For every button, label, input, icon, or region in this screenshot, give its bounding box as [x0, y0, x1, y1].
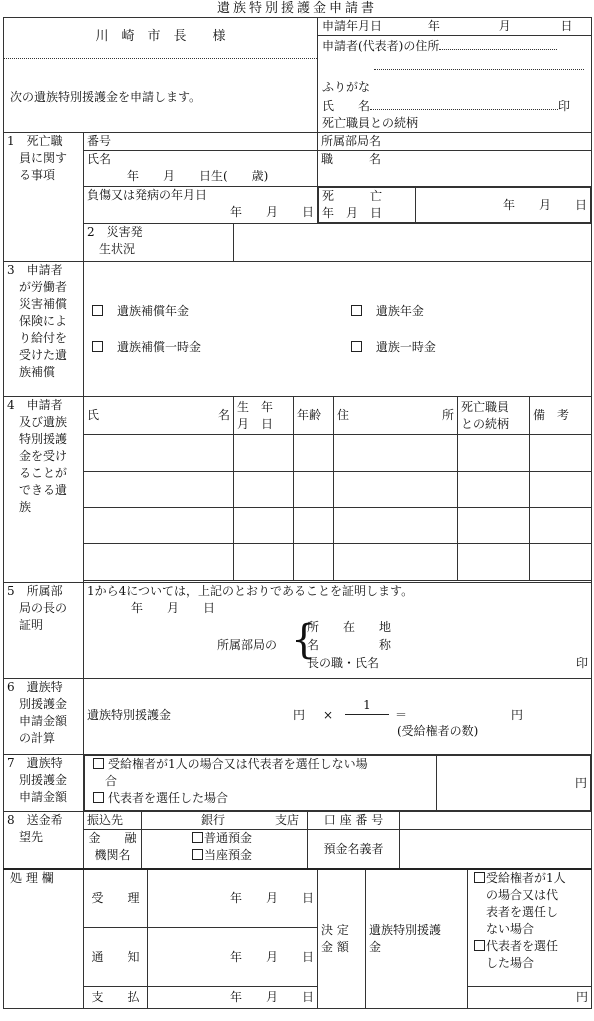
sec3-opt1[interactable] — [92, 303, 347, 320]
sec6-yen-2: 円 — [511, 707, 524, 722]
sec8-label: 8 送金希 望先 — [4, 812, 84, 870]
process-label: 処 理 欄 — [4, 869, 84, 1009]
process-case2: 代表者を選任 した場合 — [486, 939, 559, 970]
checkbox-icon — [351, 341, 362, 352]
sec2-label: 2 災害発 生状況 — [84, 224, 234, 262]
col-name-b: 名 — [217, 408, 230, 422]
sec1-injury-cell — [84, 187, 318, 224]
sec7-content — [84, 755, 592, 812]
sec7-label: 7 遺族特 別援護金 申請金額 — [4, 755, 84, 812]
relation-label: 死亡職員との続柄 — [322, 116, 419, 130]
sec1-death-cell — [318, 187, 592, 224]
process-notice-ymd: 年 月 日 — [148, 928, 318, 986]
sec7-yen: 円 — [437, 756, 591, 811]
request-text: 次の遺族特別援護金を申請します。 — [10, 90, 202, 104]
sec8-holder: 預金名義者 — [308, 830, 400, 869]
sec3-opt3-label: 遺族補償一時金 — [117, 339, 202, 354]
sec3-label: 3 申請者 が労働者 災害補償 保険によ り給付を 受けた遺 族補償 — [4, 262, 84, 397]
sec1-dept: 所属部局名 — [318, 133, 592, 151]
seal-mark: 印 — [558, 99, 571, 113]
sec8-bank-cell[interactable] — [142, 812, 308, 830]
process-payment-ymd: 年 月 日 — [148, 986, 318, 1008]
col-name-a: 氏 — [87, 408, 100, 422]
sec6-times: × — [323, 707, 334, 722]
sec8-bank: 銀行 — [201, 813, 226, 827]
sec5-ymd: 年 月 日 — [131, 601, 216, 615]
checkbox-icon — [92, 305, 103, 316]
sec5-statement: 1から4については，上記のとおりであることを証明します。 — [87, 584, 414, 598]
sec5-location: 所 在 地 — [307, 620, 392, 634]
sec3-opt2-label: 遺族年金 — [375, 303, 424, 318]
application-date-label: 申請年月日 — [322, 19, 383, 33]
sec7-opt1-label: 受給権者が1人の場合又は代表者を選任しない場 合 — [105, 757, 368, 788]
sec6-equals: ＝ — [395, 707, 408, 722]
sec6-numerator: 1 — [345, 697, 389, 715]
sec1-death-label: 死 亡 — [322, 189, 383, 203]
sec8-account-no: 口 座 番 号 — [308, 812, 400, 830]
process-payment: 支 払 — [84, 986, 148, 1008]
sec8-savings[interactable] — [192, 830, 304, 847]
sec8-table — [84, 812, 592, 870]
checkbox-icon — [474, 940, 485, 951]
col-addr-b: 所 — [441, 408, 454, 422]
col-note: 備 考 — [530, 397, 592, 435]
sec8-institution: 金 融 機関名 — [84, 830, 142, 869]
sec1-injury-ymd: 年 月 日 — [229, 205, 314, 219]
col-birth: 生 年 月 日 — [234, 397, 294, 435]
checkbox-icon — [93, 792, 104, 803]
sec1-name-cell — [84, 151, 318, 187]
sec4-family-table — [84, 397, 592, 582]
name-label: 氏 名 — [322, 99, 371, 113]
sec6-content — [84, 679, 592, 755]
sec8-branch: 支店 — [275, 813, 300, 827]
checkbox-icon — [192, 832, 203, 843]
checkbox-icon — [192, 849, 203, 860]
sec3-opt2[interactable] — [351, 304, 424, 318]
col-relation: 死亡職員 との続柄 — [458, 397, 530, 435]
sec8-content — [84, 812, 592, 870]
sec6-item: 遺族特別援護金 — [87, 707, 172, 722]
sec4-label: 4 申請者 及び遺族 特別援護 金を受け ることが できる遺 族 — [4, 397, 84, 583]
sec6-label: 6 遺族特 別援護金 申請金額 の計算 — [4, 679, 84, 755]
sec8-holder-input[interactable] — [400, 830, 592, 869]
sec7-opt1[interactable] — [93, 756, 433, 790]
sec3-opt3[interactable] — [92, 339, 347, 356]
table-row[interactable] — [84, 435, 592, 472]
sec8-transfer: 振込先 — [84, 812, 142, 830]
sec1-injury-label: 負傷又は発病の年月日 — [87, 188, 208, 202]
addressee-cell — [4, 18, 318, 133]
checkbox-icon — [351, 305, 362, 316]
table-row[interactable] — [84, 472, 592, 508]
sec2-content[interactable] — [234, 224, 592, 262]
sec1-death-ymd: 年 月 日 — [416, 188, 591, 223]
checkbox-icon — [93, 758, 104, 769]
process-table — [84, 869, 592, 1009]
applicant-address-label: 申請者(代表者)の住所 — [322, 39, 440, 53]
process-notice: 通 知 — [84, 928, 148, 986]
col-name — [84, 397, 234, 435]
sec5-dept-head: 所属部局の — [217, 638, 278, 652]
sec3-opt4-label: 遺族一時金 — [375, 339, 436, 354]
sec1-birth: 年 月 日生( 歳) — [127, 169, 269, 183]
process-receipt: 受 理 — [84, 870, 148, 928]
col-age: 年齢 — [294, 397, 334, 435]
process-amount-item: 遺族特別援護 金 — [366, 870, 468, 1009]
sec6-yen-1: 円 — [293, 707, 306, 722]
form-title: 遺族特別援護金申請書 — [216, 1, 377, 16]
sec1-number: 番号 — [84, 133, 318, 151]
sec3-opt1-label: 遺族補償年金 — [117, 303, 190, 318]
checkbox-icon — [92, 341, 103, 352]
sec1-name: 氏名 — [87, 152, 112, 166]
sec6-denominator: (受給権者の数) — [397, 723, 479, 738]
table-row[interactable] — [84, 508, 592, 544]
applicant-cell — [318, 18, 592, 133]
sec1-death-date-label: 年 月 日 — [322, 206, 383, 220]
sec1-label: 1 死亡職 員に関す る事項 — [4, 133, 84, 262]
process-decision: 決 定 金 額 — [318, 870, 366, 1009]
col-address — [334, 397, 458, 435]
addressee: 川 崎 市 長 様 — [4, 18, 317, 59]
app-day: 日 — [560, 19, 573, 33]
checkbox-icon — [474, 872, 485, 883]
sec5-head-name: 長の職・氏名 — [307, 656, 380, 670]
sec8-checking-label: 当座預金 — [204, 848, 253, 862]
sec3-opt4[interactable] — [351, 340, 436, 354]
sec1-position: 職 名 — [318, 151, 592, 187]
sec5-content — [84, 583, 592, 679]
process-content — [84, 869, 592, 1009]
sec7-opt2-label: 代表者を選任した場合 — [108, 791, 229, 805]
sec8-account-input[interactable] — [400, 812, 592, 830]
app-month: 月 — [498, 19, 511, 33]
furigana-label: ふりがな — [322, 80, 371, 94]
sec5-name: 名 称 — [307, 638, 392, 652]
form-table — [3, 17, 592, 1009]
sec7-opt2[interactable] — [93, 790, 433, 807]
process-receipt-ymd: 年 月 日 — [148, 870, 318, 928]
app-year: 年 — [427, 19, 440, 33]
sec5-seal: 印 — [575, 656, 588, 670]
sec8-checking[interactable] — [192, 847, 304, 864]
sec8-deposit-types — [142, 830, 308, 869]
sec4-family-table-cell — [84, 397, 592, 583]
process-yen: 円 — [468, 986, 592, 1008]
sec3-options — [84, 262, 592, 397]
sec8-savings-label: 普通預金 — [204, 831, 253, 845]
brace-icon: { — [291, 617, 317, 663]
table-row[interactable] — [84, 544, 592, 581]
process-case1: 受給権者が1人 の場合又は代 表者を選任し ない場合 — [486, 871, 566, 936]
sec5-label: 5 所属部 局の長の 証明 — [4, 583, 84, 679]
col-addr-a: 住 — [337, 408, 350, 422]
process-cases — [468, 870, 592, 987]
